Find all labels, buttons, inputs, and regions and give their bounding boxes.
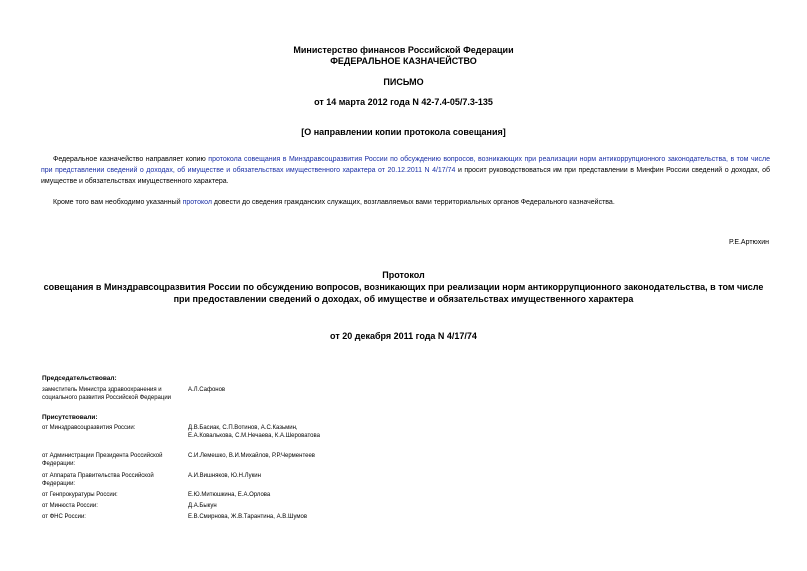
letter-paragraph-1 (41, 154, 770, 187)
chair-name: А.Л.Сафонов (188, 387, 226, 393)
p2-text-end: довести до сведения гражданских служащих, возглавляемых вами территориальных органов Федерального казначейства. (211, 199, 615, 206)
letter-paragraph-2 (41, 197, 770, 208)
chair-role: заместитель Министра здравоохранения и социального развития Российской Федерации (42, 387, 172, 401)
protocol-date-number: от 20 декабря 2011 года N 4/17/74 (330, 331, 477, 341)
protocol-short-link[interactable]: протокол (182, 199, 212, 206)
attendee-names: Д.В.Басиак, С.П.Вотинов, А.С.Казьмин, Е.А.Ковалькова, С.М.Нечаева, К.А.Шероватова (188, 425, 320, 439)
attendee-names: А.И.Вишняков, Ю.Н.Лукин (188, 473, 261, 479)
document-type: ПИСЬМО (383, 77, 424, 87)
attendee-names: Е.В.Смирнова, Ж.В.Тарантина, А.В.Шумов (188, 514, 308, 520)
attendee-names: Д.А.Быкун (188, 503, 217, 509)
protocol-link[interactable]: протокола совещания в Минздравсоцразвития России по обсуждению вопросов, возникающих при реализации норм антикоррупционного законодательства, в том числе при представлении сведений о доходах, об имуществе и обязательствах имущественного характера от 20.12.2011 N 4/17/74 (41, 156, 770, 174)
attendee-org: от Администрации Президента Российской Федерации: (42, 453, 163, 467)
attendee-org: от Аппарата Правительства Российской Федерации: (42, 473, 154, 487)
attendee-org: от ФНС России: (42, 514, 86, 520)
p1-text-start: Федеральное казначейство направляет копию (53, 156, 209, 163)
attendee-org: от Минюста России: (42, 503, 98, 509)
chair-header: Председательствовал: (42, 375, 117, 382)
letter-subject: [О направлении копии протокола совещания] (301, 127, 506, 137)
protocol-subtitle: совещания в Минздравсоцразвития России по обсуждению вопросов, возникающих при реализации норм антикоррупционного законодательства, в том числе при предоставлении сведений о доходах, об имуществе и обязательствах имущественного характера (43, 282, 764, 304)
ministry-name: Министерство финансов Российской Федерации (293, 45, 514, 55)
letter-date-number: от 14 марта 2012 года N 42-7.4-05/7.3-135 (314, 97, 493, 107)
attendee-names: С.И.Лемешко, В.И.Михайлов, Р.Р.Черментеев (188, 453, 315, 459)
agency-name: ФЕДЕРАЛЬНОЕ КАЗНАЧЕЙСТВО (330, 56, 477, 66)
present-header: Присутствовали: (42, 414, 98, 421)
attendee-names: Е.Ю.Митюшкина, Е.А.Орлова (188, 492, 271, 498)
attendee-org: от Генпрокуратуры России: (42, 492, 118, 498)
p1-text-end: и просит руководствоваться им при представлении в Минфин России сведений о доходах, об имуществе и обязательствах имущественного характера. (41, 167, 770, 185)
signature: Р.Е.Артюхин (729, 239, 769, 246)
attendee-org: от Минздравсоцразвития России: (42, 425, 136, 431)
protocol-title: Протокол (382, 270, 425, 280)
p2-text-start: Кроме того вам необходимо указанный (53, 199, 183, 206)
